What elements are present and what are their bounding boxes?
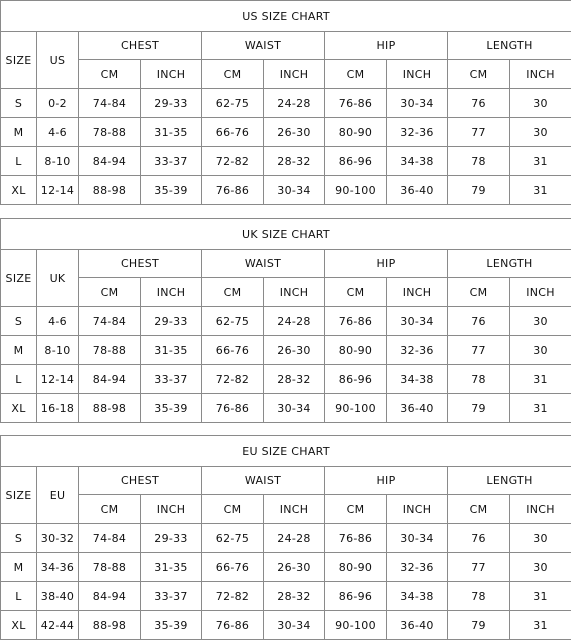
measurement-cell: 26-30 (264, 553, 325, 582)
uk-size-cell: 16-18 (37, 394, 79, 423)
hip-group-header: HIP (325, 467, 448, 495)
measurement-cell: 77 (448, 118, 510, 147)
length-group-header: LENGTH (448, 250, 571, 278)
measurement-cell: 78-88 (79, 553, 141, 582)
measurement-cell: 80-90 (325, 553, 387, 582)
hip-cm-header: CM (325, 60, 387, 89)
waist-inch-header: INCH (264, 495, 325, 524)
size-cell: M (1, 118, 37, 147)
measurement-cell: 29-33 (141, 89, 202, 118)
measurement-cell: 77 (448, 336, 510, 365)
measurement-cell: 84-94 (79, 365, 141, 394)
measurement-cell: 86-96 (325, 365, 387, 394)
eu-size-cell: 30-32 (37, 524, 79, 553)
measurement-cell: 86-96 (325, 582, 387, 611)
measurement-cell: 72-82 (202, 582, 264, 611)
table-row (1, 176, 571, 205)
measurement-cell: 78 (448, 365, 510, 394)
waist-cm-header: CM (202, 60, 264, 89)
hip-inch-header: INCH (387, 60, 448, 89)
measurement-cell: 66-76 (202, 336, 264, 365)
header-row (1, 467, 571, 495)
header-row (1, 32, 571, 60)
chart-title-row (1, 1, 571, 32)
measurement-cell: 26-30 (264, 118, 325, 147)
measurement-cell: 74-84 (79, 307, 141, 336)
measurement-cell: 32-36 (387, 336, 448, 365)
measurement-cell: 76-86 (202, 611, 264, 640)
us-size-cell: 0-2 (37, 89, 79, 118)
measurement-cell: 78-88 (79, 118, 141, 147)
us-size-cell: 12-14 (37, 176, 79, 205)
measurement-cell: 30-34 (387, 89, 448, 118)
chest-cm-header: CM (79, 495, 141, 524)
measurement-cell: 35-39 (141, 176, 202, 205)
measurement-cell: 78 (448, 147, 510, 176)
table-row (1, 307, 571, 336)
chest-cm-header: CM (79, 278, 141, 307)
measurement-cell: 30-34 (264, 394, 325, 423)
uk-size-table (0, 218, 571, 423)
chest-inch-header: INCH (141, 278, 202, 307)
chart-title: US SIZE CHART (1, 1, 571, 32)
length-cm-header: CM (448, 60, 510, 89)
measurement-cell: 76-86 (325, 89, 387, 118)
measurement-cell: 28-32 (264, 147, 325, 176)
size-cell: L (1, 365, 37, 394)
measurement-cell: 78-88 (79, 336, 141, 365)
measurement-cell: 80-90 (325, 118, 387, 147)
waist-inch-header: INCH (264, 278, 325, 307)
measurement-cell: 66-76 (202, 553, 264, 582)
measurement-cell: 80-90 (325, 336, 387, 365)
length-cm-header: CM (448, 495, 510, 524)
size-column-header: SIZE (1, 32, 37, 89)
measurement-cell: 31-35 (141, 553, 202, 582)
measurement-cell: 72-82 (202, 147, 264, 176)
measurement-cell: 35-39 (141, 394, 202, 423)
measurement-cell: 30 (510, 307, 571, 336)
measurement-cell: 30 (510, 336, 571, 365)
measurement-cell: 74-84 (79, 524, 141, 553)
size-cell: L (1, 582, 37, 611)
chest-inch-header: INCH (141, 60, 202, 89)
measurement-cell: 84-94 (79, 147, 141, 176)
length-group-header: LENGTH (448, 32, 571, 60)
length-cm-header: CM (448, 278, 510, 307)
measurement-cell: 86-96 (325, 147, 387, 176)
measurement-cell: 31-35 (141, 118, 202, 147)
measurement-cell: 34-38 (387, 365, 448, 394)
chart-title-row (1, 436, 571, 467)
table-row (1, 524, 571, 553)
table-row (1, 147, 571, 176)
measurement-cell: 30 (510, 89, 571, 118)
size-column-header: SIZE (1, 467, 37, 524)
measurement-cell: 66-76 (202, 118, 264, 147)
chest-inch-header: INCH (141, 495, 202, 524)
hip-inch-header: INCH (387, 278, 448, 307)
eu-size-cell: 42-44 (37, 611, 79, 640)
unit-header-row (1, 278, 571, 307)
measurement-cell: 76-86 (325, 307, 387, 336)
measurement-cell: 36-40 (387, 176, 448, 205)
size-cell: S (1, 89, 37, 118)
us-size-table (0, 0, 571, 205)
measurement-cell: 32-36 (387, 118, 448, 147)
eu-size-cell: 34-36 (37, 553, 79, 582)
measurement-cell: 31 (510, 611, 571, 640)
measurement-cell: 24-28 (264, 89, 325, 118)
measurement-cell: 90-100 (325, 394, 387, 423)
measurement-cell: 72-82 (202, 365, 264, 394)
measurement-cell: 90-100 (325, 611, 387, 640)
header-row (1, 250, 571, 278)
eu-size-cell: 38-40 (37, 582, 79, 611)
waist-group-header: WAIST (202, 250, 325, 278)
measurement-cell: 78 (448, 582, 510, 611)
chart-title-row (1, 219, 571, 250)
us-size-cell: 8-10 (37, 147, 79, 176)
measurement-cell: 31 (510, 582, 571, 611)
measurement-cell: 30 (510, 118, 571, 147)
table-row (1, 611, 571, 640)
measurement-cell: 30-34 (264, 176, 325, 205)
measurement-cell: 90-100 (325, 176, 387, 205)
measurement-cell: 33-37 (141, 582, 202, 611)
size-cell: L (1, 147, 37, 176)
uk-size-chart (0, 218, 571, 423)
measurement-cell: 84-94 (79, 582, 141, 611)
eu-size-table (0, 435, 571, 640)
measurement-cell: 79 (448, 611, 510, 640)
measurement-cell: 34-38 (387, 582, 448, 611)
table-row (1, 336, 571, 365)
us-size-cell: 4-6 (37, 118, 79, 147)
unit-header-row (1, 60, 571, 89)
measurement-cell: 30-34 (387, 307, 448, 336)
measurement-cell: 62-75 (202, 89, 264, 118)
measurement-cell: 31-35 (141, 336, 202, 365)
waist-cm-header: CM (202, 278, 264, 307)
waist-group-header: WAIST (202, 467, 325, 495)
waist-inch-header: INCH (264, 60, 325, 89)
hip-inch-header: INCH (387, 495, 448, 524)
measurement-cell: 77 (448, 553, 510, 582)
size-cell: XL (1, 176, 37, 205)
measurement-cell: 30-34 (387, 524, 448, 553)
size-cell: S (1, 307, 37, 336)
hip-group-header: HIP (325, 250, 448, 278)
eu-column-header: EU (37, 467, 79, 524)
table-row (1, 394, 571, 423)
measurement-cell: 30 (510, 553, 571, 582)
size-cell: XL (1, 394, 37, 423)
measurement-cell: 76-86 (202, 176, 264, 205)
table-row (1, 89, 571, 118)
measurement-cell: 31 (510, 147, 571, 176)
length-inch-header: INCH (510, 278, 571, 307)
hip-group-header: HIP (325, 32, 448, 60)
measurement-cell: 36-40 (387, 611, 448, 640)
measurement-cell: 32-36 (387, 553, 448, 582)
size-cell: M (1, 553, 37, 582)
measurement-cell: 88-98 (79, 611, 141, 640)
measurement-cell: 31 (510, 365, 571, 394)
table-row (1, 365, 571, 394)
measurement-cell: 76 (448, 307, 510, 336)
measurement-cell: 34-38 (387, 147, 448, 176)
chest-cm-header: CM (79, 60, 141, 89)
chest-group-header: CHEST (79, 467, 202, 495)
measurement-cell: 76-86 (202, 394, 264, 423)
uk-size-cell: 4-6 (37, 307, 79, 336)
measurement-cell: 76 (448, 89, 510, 118)
length-group-header: LENGTH (448, 467, 571, 495)
measurement-cell: 79 (448, 176, 510, 205)
table-row (1, 118, 571, 147)
measurement-cell: 29-33 (141, 524, 202, 553)
chart-title: UK SIZE CHART (1, 219, 571, 250)
hip-cm-header: CM (325, 278, 387, 307)
measurement-cell: 24-28 (264, 307, 325, 336)
size-cell: XL (1, 611, 37, 640)
length-inch-header: INCH (510, 60, 571, 89)
table-row (1, 582, 571, 611)
measurement-cell: 30-34 (264, 611, 325, 640)
measurement-cell: 88-98 (79, 176, 141, 205)
hip-cm-header: CM (325, 495, 387, 524)
eu-size-chart (0, 435, 571, 640)
us-column-header: US (37, 32, 79, 89)
measurement-cell: 28-32 (264, 365, 325, 394)
measurement-cell: 62-75 (202, 307, 264, 336)
measurement-cell: 62-75 (202, 524, 264, 553)
table-row (1, 553, 571, 582)
measurement-cell: 74-84 (79, 89, 141, 118)
unit-header-row (1, 495, 571, 524)
measurement-cell: 36-40 (387, 394, 448, 423)
measurement-cell: 31 (510, 394, 571, 423)
measurement-cell: 76 (448, 524, 510, 553)
length-inch-header: INCH (510, 495, 571, 524)
measurement-cell: 35-39 (141, 611, 202, 640)
size-column-header: SIZE (1, 250, 37, 307)
measurement-cell: 24-28 (264, 524, 325, 553)
measurement-cell: 26-30 (264, 336, 325, 365)
chest-group-header: CHEST (79, 250, 202, 278)
measurement-cell: 33-37 (141, 365, 202, 394)
measurement-cell: 28-32 (264, 582, 325, 611)
measurement-cell: 79 (448, 394, 510, 423)
size-cell: S (1, 524, 37, 553)
size-cell: M (1, 336, 37, 365)
us-size-chart (0, 0, 571, 205)
measurement-cell: 33-37 (141, 147, 202, 176)
measurement-cell: 76-86 (325, 524, 387, 553)
measurement-cell: 88-98 (79, 394, 141, 423)
chart-title: EU SIZE CHART (1, 436, 571, 467)
uk-column-header: UK (37, 250, 79, 307)
measurement-cell: 29-33 (141, 307, 202, 336)
measurement-cell: 31 (510, 176, 571, 205)
waist-group-header: WAIST (202, 32, 325, 60)
waist-cm-header: CM (202, 495, 264, 524)
uk-size-cell: 8-10 (37, 336, 79, 365)
uk-size-cell: 12-14 (37, 365, 79, 394)
chest-group-header: CHEST (79, 32, 202, 60)
measurement-cell: 30 (510, 524, 571, 553)
